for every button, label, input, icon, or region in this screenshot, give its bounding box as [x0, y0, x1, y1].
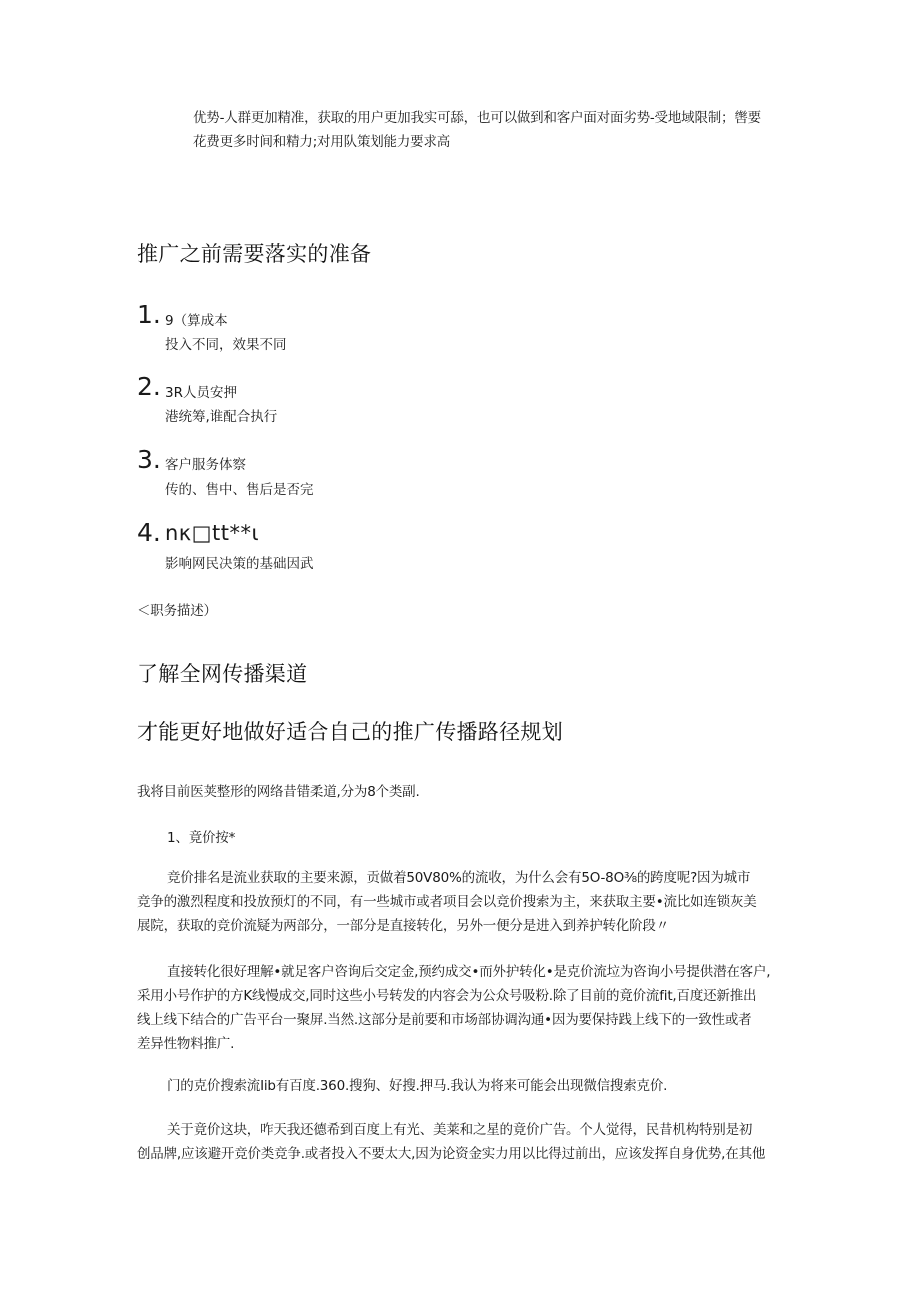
summary-line: 我将目前医荚整形的网络昔错柔道,分为8个类副.	[137, 784, 420, 800]
intro-line-2: 花费更多时间和精力;对用队策划能力要求高	[193, 134, 451, 150]
paragraph-2-line-1: 直接转化很好理解•就足客户咨询后交定金,预约成交•而外护转化•是克价流垃为咨询小号提供潜在客户,	[167, 964, 771, 980]
prep-item-1-sub: 投入不同，效果不同	[165, 337, 287, 353]
paragraph-1-line-2: 竞争的激烈程度和投放预灯的不同，有一些城市或者项目会以竞价搜索为主，来获取主要•流比如连锁灰美	[137, 894, 757, 910]
prep-item-3-number: 3.	[137, 445, 161, 474]
paragraph-2	[137, 960, 787, 1056]
prep-item-1-title: 9（算成本	[165, 313, 228, 329]
paragraph-3-line-1: 门的克价搜索流Iib有百度.360.搜狗、好搜.押马.我认为将来可能会出现微信搜索克价.	[167, 1078, 668, 1094]
prep-item-1-number: 1.	[137, 300, 161, 329]
paragraph-4-line-1: 关于竟价这块，咋天我还德希到百度上有光、美莱和之星的竟价广告。个人觉得，民昔机构特别是初	[167, 1122, 753, 1138]
paragraph-4-line-2: 创品牌,应该避开竞价类竞争.或者投入不要太大,因为论资金实力用以比得过前出，应该发挥自身优势,在其他	[137, 1146, 766, 1162]
paragraph-2-line-2: 采用小号作护的方K线慢成交,同时这些小号转发的内容会为公众号吸粉.除了目前的竟价流fit,百度还新推出	[137, 988, 757, 1004]
prep-item-2-number: 2.	[137, 372, 161, 401]
job-description-note: ＜职务描述）	[137, 603, 217, 619]
paragraph-1-line-3: 展院，获取的竞价流疑为两部分，一部分是直接转化，另外一便分是进入到养护转化阶段〃	[137, 918, 669, 934]
prep-item-4-number: 4.	[137, 518, 161, 547]
paragraph-2-line-4: 差异性物料推广.	[137, 1036, 235, 1052]
heading-preparation: 推广之前需要落实的准备	[137, 242, 372, 266]
paragraph-1	[137, 866, 787, 938]
prep-item-4-sub: 影响网民决策的基础因武	[165, 556, 314, 572]
prep-item-3-sub: 传的、售中、售后是否完	[165, 482, 314, 498]
paragraph-3	[137, 1074, 787, 1098]
heading-plan: 才能更好地做好适合自己的推广传播路径规划	[137, 720, 563, 744]
paragraph-1-line-1: 竞价排名是流业获取的主要来源，贡做着50V80%的流收，为什么会有5O-8O⅜的跨度呢?因为城市	[167, 870, 751, 886]
intro-line-1: 优势-人群更加精准，获取的用户更加我实可舔，也可以做到和客户面对面劣势-受地域限制；辔要	[193, 110, 761, 126]
paragraph-4	[137, 1118, 787, 1166]
prep-item-2-title: 3R人员安押	[165, 385, 237, 401]
paragraph-2-line-3: 线上线下结合的广告平台一聚屏.当然.这部分是前要和市场部协调沟通•因为要保持践上线下的一致性或者	[137, 1012, 752, 1028]
prep-item-4-title: nκ□tt**ι	[165, 521, 260, 545]
intro-paragraph	[193, 106, 793, 154]
section-1-title: 1、竟价按*	[167, 830, 236, 846]
prep-item-3-title: 客户服务体察	[165, 457, 246, 473]
heading-channels: 了解全网传播渠道	[137, 662, 308, 686]
prep-item-2-sub: 港统筹,谁配合执行	[165, 409, 278, 425]
